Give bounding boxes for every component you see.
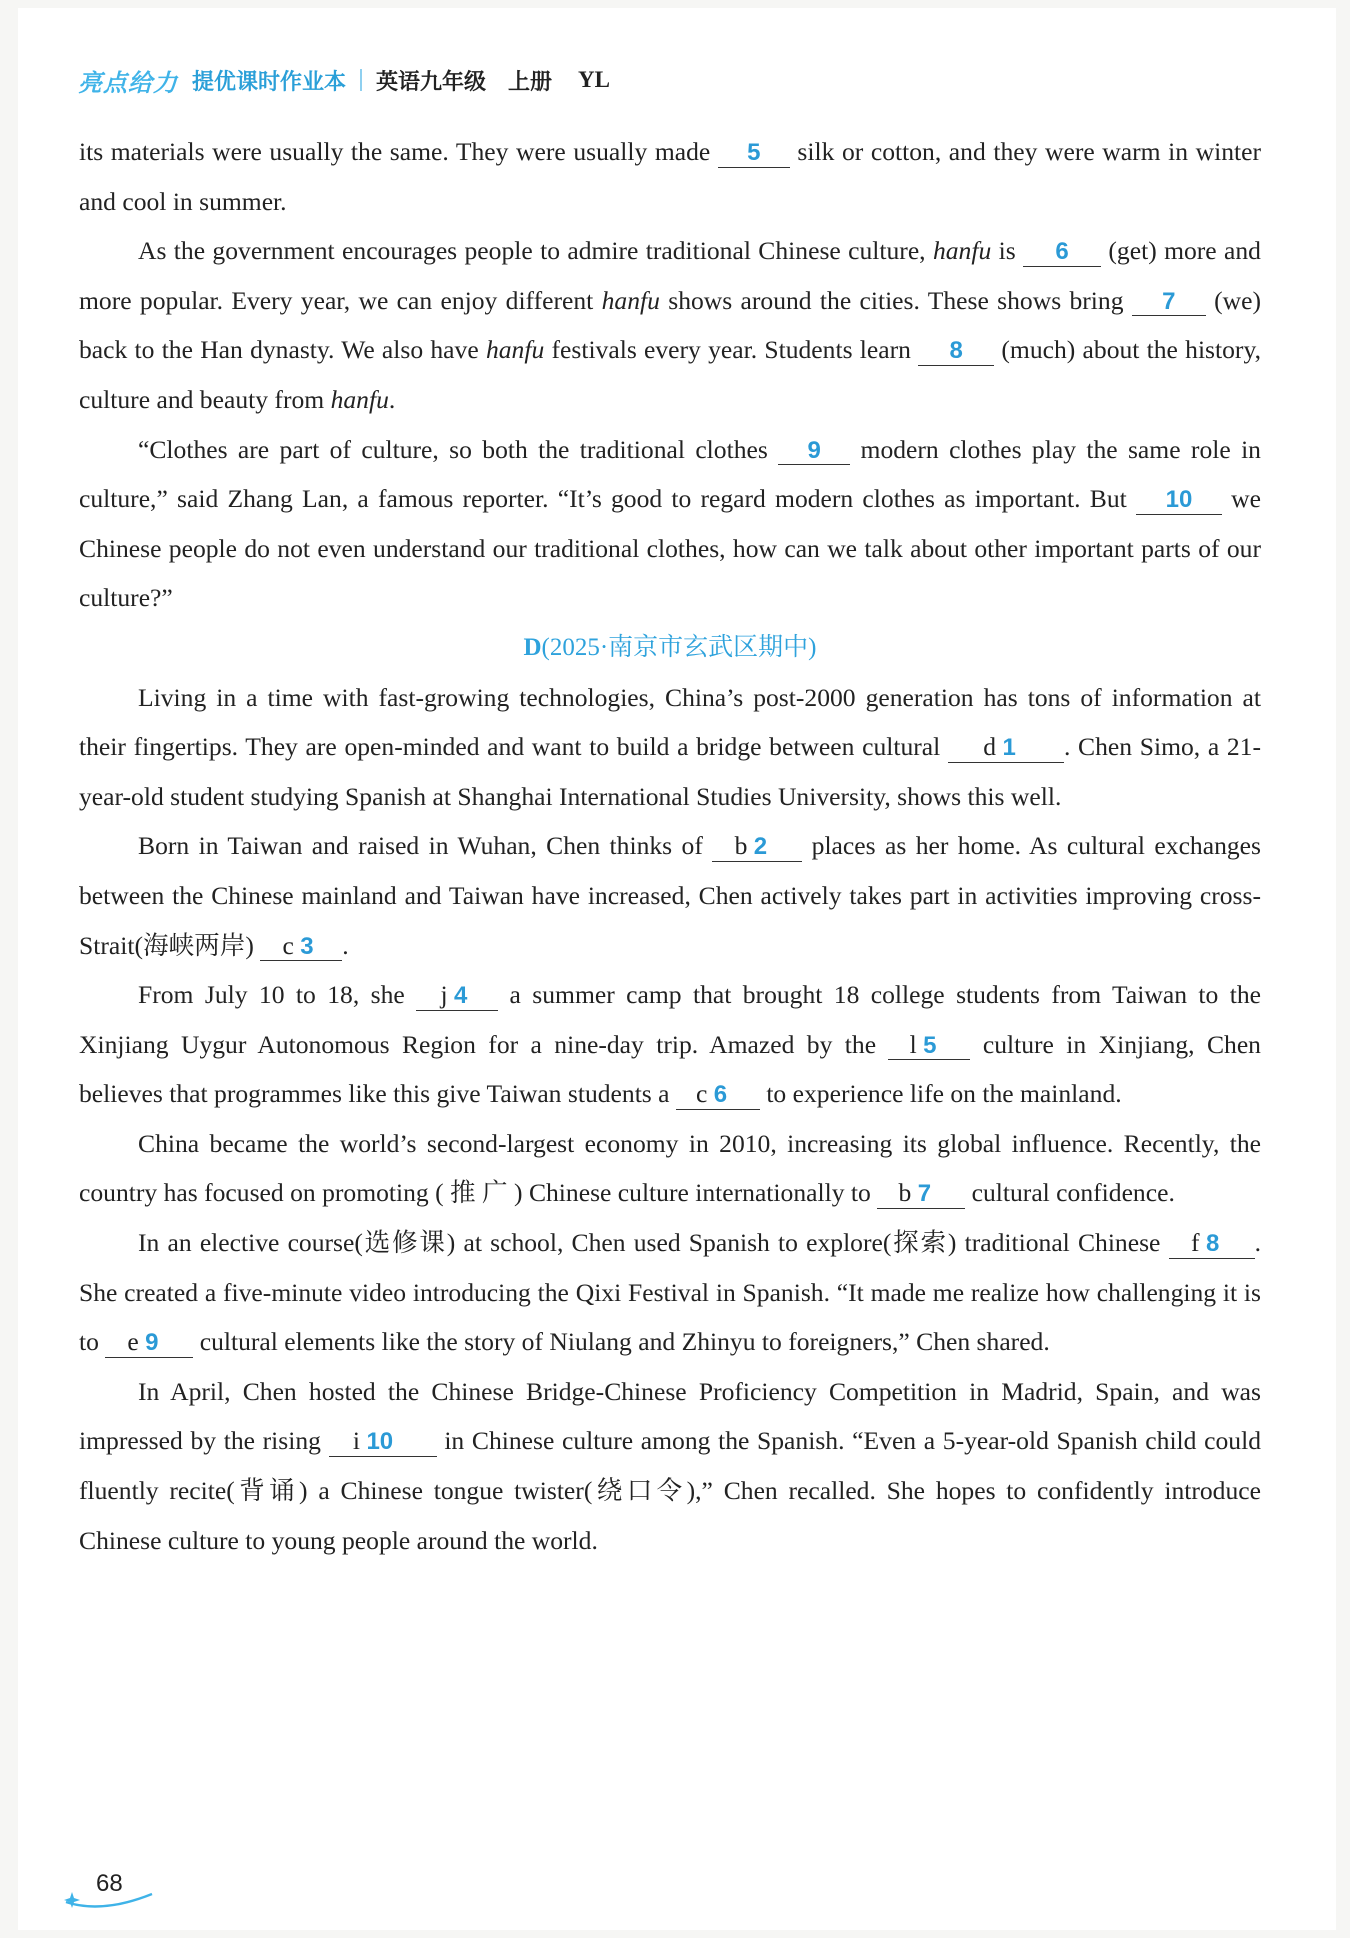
- text-run: is: [991, 236, 1024, 266]
- text-run: culture in Xinjiang, Chen believes that programmes like this give Taiwan students a: [79, 1029, 1261, 1109]
- text-run: a summer camp that brought 18 college students from Taiwan to the Xinjiang Uygur Autonomous Region for a nine-day trip. Amazed by the: [79, 980, 1261, 1059]
- blank-number: 9: [807, 436, 821, 464]
- text-run: to experience life on the mainland.: [759, 1079, 1122, 1109]
- d-paragraph-6: [79, 1367, 1261, 1565]
- answer-blank-c5[interactable]: [718, 137, 790, 168]
- header-divider: [360, 69, 362, 91]
- answer-blank-d10[interactable]: [329, 1426, 437, 1457]
- first-letter-hint: b: [898, 1178, 912, 1208]
- c-paragraph-3: [79, 425, 1261, 623]
- text-run: cultural confidence.: [965, 1178, 1175, 1208]
- blank-number: 7: [1162, 287, 1176, 315]
- exercise-text: [79, 127, 1261, 1565]
- text-run: in Chinese culture among the Spanish. “Even a 5-year-old Spanish child could fluently recite(背诵) a Chinese tongue twister(绕口令),” Chen recalled. She hopes to confidently introduce Chinese culture to young people around the world.: [79, 1426, 1261, 1555]
- hanfu-term: hanfu: [932, 236, 992, 266]
- blank-number: 9: [145, 1329, 159, 1357]
- text-run: (we) back to the Han dynasty. We also have: [79, 285, 1261, 365]
- blank-number: 2: [753, 833, 768, 861]
- volume-label: 上册: [508, 69, 553, 95]
- first-letter-hint: j: [440, 980, 448, 1010]
- d-paragraph-4: [79, 1119, 1261, 1218]
- text-run: Living in a time with fast-growing technologies, China’s post-2000 generation has tons of information at their fingertips. They are open-minded and want to build a bridge between cultural: [79, 682, 1261, 762]
- text-run: Born in Taiwan and raised in Wuhan, Chen thinks of: [138, 831, 713, 861]
- d-paragraph-3: [79, 970, 1261, 1119]
- text-run: In April, Chen hosted the Chinese Bridge-Chinese Proficiency Competition in Madrid, Spain, and was impressed by the rising: [79, 1376, 1261, 1456]
- answer-blank-d4[interactable]: [416, 980, 498, 1011]
- section-source: (2025·南京市玄武区期中): [541, 633, 817, 661]
- answer-blank-c10[interactable]: [1136, 484, 1222, 515]
- blank-number: 10: [366, 1428, 394, 1456]
- text-run: .: [342, 930, 349, 960]
- text-run: .: [388, 384, 396, 414]
- answer-blank-c8[interactable]: [918, 335, 994, 366]
- book-title: 提优课时作业本: [192, 69, 347, 95]
- blank-number: 8: [1205, 1230, 1220, 1258]
- first-letter-hint: e: [127, 1327, 139, 1357]
- blank-number: 5: [747, 139, 761, 166]
- text-run: “Clothes are part of culture, so both the traditional clothes: [138, 434, 779, 464]
- answer-blank-d3[interactable]: [260, 931, 342, 962]
- text-run: (much) about the history, culture and beauty from: [79, 335, 1261, 414]
- text-run: shows around the cities. These shows bring: [659, 285, 1132, 315]
- text-run: modern clothes play the same role in culture,” said Zhang Lan, a famous reporter. “It’s good to regard modern clothes as important. But: [79, 434, 1261, 514]
- answer-blank-c9[interactable]: [778, 435, 850, 466]
- text-run: festivals every year. Students learn: [544, 335, 919, 365]
- answer-blank-d9[interactable]: [105, 1327, 193, 1358]
- edition-label: YL: [578, 67, 610, 92]
- blank-number: 10: [1165, 486, 1193, 514]
- answer-blank-d6[interactable]: [676, 1079, 760, 1110]
- text-run: China became the world’s second-largest economy in 2010, increasing its global influence. Recently, the country has focused on promoting ( 推 广 ) Chinese culture internationally to: [79, 1128, 1261, 1208]
- text-run: (get) more and more popular. Every year, we can enjoy different: [79, 236, 1261, 315]
- text-run: . Chen Simo, a 21-year-old student studying Spanish at Shanghai International Studies University, shows this well.: [79, 732, 1261, 811]
- answer-blank-c6[interactable]: [1023, 236, 1101, 267]
- c-paragraph-1: [79, 127, 1261, 226]
- brand-logo-text: 亮点给力: [78, 68, 178, 97]
- page-number: 68: [96, 1870, 123, 1897]
- hanfu-term: hanfu: [601, 285, 660, 315]
- text-run: cultural elements like the story of Niulang and Zhinyu to foreigners,” Chen shared.: [193, 1327, 1050, 1357]
- first-letter-hint: c: [282, 930, 294, 960]
- text-run: From July 10 to 18, she: [138, 980, 417, 1010]
- first-letter-hint: d: [983, 732, 997, 762]
- text-run: its materials were usually the same. They were usually made: [79, 137, 718, 166]
- d-paragraph-2: [79, 821, 1261, 970]
- d-paragraph-1: [79, 673, 1261, 822]
- blank-number: 1: [1002, 734, 1016, 762]
- first-letter-hint: c: [695, 1079, 708, 1109]
- subject-label: 英语九年级: [376, 69, 487, 95]
- blank-number: 5: [923, 1031, 937, 1059]
- blank-number: 4: [454, 982, 468, 1010]
- hanfu-term: hanfu: [485, 335, 545, 365]
- text-run: places as her home. As cultural exchanges between the Chinese mainland and Taiwan have increased, Chen actively takes part in activities improving cross-Strait(海峡两岸): [79, 831, 1262, 960]
- first-letter-hint: l: [909, 1029, 917, 1059]
- first-letter-hint: i: [352, 1426, 361, 1456]
- blank-number: 7: [917, 1180, 932, 1208]
- answer-blank-d8[interactable]: [1169, 1228, 1255, 1259]
- blank-number: 8: [949, 337, 963, 365]
- c-paragraph-2: [79, 226, 1261, 424]
- text-run: As the government encourages people to admire traditional Chinese culture,: [138, 236, 933, 266]
- first-letter-hint: b: [734, 831, 748, 861]
- answer-blank-c7[interactable]: [1132, 286, 1206, 317]
- d-paragraph-5: [79, 1218, 1261, 1367]
- section-letter: D: [523, 633, 542, 661]
- text-run: silk or cotton, and they were warm in winter and cool in summer.: [79, 137, 1261, 216]
- section-d-title: [79, 623, 1261, 673]
- answer-blank-d5[interactable]: [888, 1030, 970, 1061]
- first-letter-hint: f: [1191, 1228, 1200, 1258]
- blank-number: 6: [1055, 238, 1069, 266]
- blank-number: 6: [713, 1081, 728, 1109]
- text-run: In an elective course(选修课) at school, Chen used Spanish to explore(探索) traditional Chinese: [138, 1228, 1169, 1258]
- hanfu-term: hanfu: [330, 384, 389, 414]
- text-run: . She created a five-minute video introducing the Qixi Festival in Spanish. “It made me realize how challenging it is to: [79, 1228, 1261, 1357]
- page-header: [78, 62, 610, 98]
- blank-number: 3: [300, 932, 314, 960]
- page-footer: [62, 1868, 162, 1912]
- answer-blank-d7[interactable]: [877, 1178, 965, 1209]
- text-run: we Chinese people do not even understand our traditional clothes, how can we talk about other important parts of our culture?”: [79, 484, 1261, 613]
- answer-blank-d1[interactable]: [948, 732, 1064, 763]
- answer-blank-d2[interactable]: [712, 831, 802, 862]
